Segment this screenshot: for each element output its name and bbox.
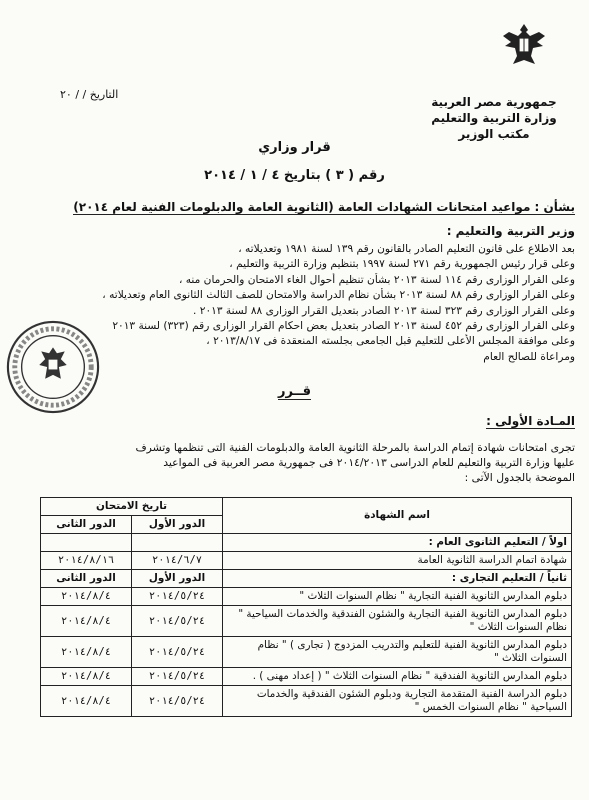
empty-cell <box>41 534 132 552</box>
col-header-exam-date: تاريخ الامتحان <box>41 498 223 516</box>
preamble-line: ومراعاة للصالح العام <box>483 350 575 363</box>
section-row <box>41 534 572 552</box>
decree-number: رقم ( ٣ ) بتاريخ ٤ / ١ / ٢٠١٤ <box>204 168 385 183</box>
intro-line: تجرى امتحانات شهادة إتمام الدراسة بالمرحلة الثانوية العامة والدبلومات الفنية التى تنظمها وتشرف <box>135 441 575 454</box>
first-round-date: ٢٠١٤/٥/٢٤ <box>132 606 223 637</box>
second-round-date: ٢٠١٤/٨/٤ <box>41 686 132 717</box>
table-row <box>41 686 572 717</box>
first-round-date: ٢٠١٤/٥/٢٤ <box>132 668 223 686</box>
first-round-date: ٢٠١٤/٥/٢٤ <box>132 637 223 668</box>
section-commercial-label: ثانياً / التعليم التجارى : <box>223 570 572 588</box>
preamble-line: وعلى قرار رئيس الجمهورية رقم ٢٧١ لسنة ١٩٩٧ بتنظيم وزارة التربية والتعليم ، <box>229 258 575 271</box>
second-round-date: ٢٠١٤/٨/٤ <box>41 606 132 637</box>
gov-line-ministry: وزارة التربية والتعليم <box>431 111 557 125</box>
table-row <box>41 668 572 686</box>
decides-word: قــرر <box>278 384 311 399</box>
preamble-line: وعلى موافقة المجلس الأعلى للتعليم قبل الجامعى بجلسته المنعقدة فى ٢٠١٣/٨/١٧ ، <box>206 335 575 348</box>
preamble-line: وعلى القرار الوزارى رقم ٤٥٢ لسنة ٢٠١٣ الصادر بتعديل بعض احكام القرار الوزارى رقم (٣٢٣) لسنة ٢٠١٣ <box>112 320 575 333</box>
ministry-header <box>409 94 579 142</box>
second-round-date: ٢٠١٤/٨/٤ <box>41 637 132 668</box>
col-header-certificate: اسم الشهادة <box>223 498 572 534</box>
sub-header-second-round: الدور الثانى <box>41 570 132 588</box>
section-general-label: اولاً / التعليم الثانوى العام : <box>223 534 572 552</box>
section-row <box>41 570 572 588</box>
minister-line: وزير التربية والتعليم : <box>446 224 575 238</box>
date-line: التاريخ / / ٢٠ <box>60 88 119 101</box>
certificate-name: دبلوم المدارس الثانوية الفنية التجارية والشئون الفندقية والخدمات السياحية " نظام السنوات الثلاث " <box>223 606 572 637</box>
intro-line: عليها وزارة التربية والتعليم للعام الدراسى ٢٠١٤/٢٠١٣ فى جمهورية مصر العربية فى المواعيد <box>163 456 575 469</box>
second-round-date: ٢٠١٤/٨/١٦ <box>41 552 132 570</box>
gov-line-country: جمهورية مصر العربية <box>431 95 557 109</box>
ministry-seal-stamp <box>4 318 102 416</box>
first-round-date: ٢٠١٤/٦/٧ <box>132 552 223 570</box>
table-row <box>41 606 572 637</box>
second-round-date: ٢٠١٤/٨/٤ <box>41 668 132 686</box>
col-header-second-round: الدور الثانى <box>41 516 132 534</box>
article-intro <box>15 440 575 485</box>
table-row <box>41 637 572 668</box>
certificate-name: دبلوم المدارس الثانوية الفنية للتعليم والتدريب المزدوج ( تجارى ) " نظام السنوات الثلاث " <box>223 637 572 668</box>
eagle-emblem-icon <box>499 20 549 70</box>
decree-title: قرار وزاري <box>258 140 331 155</box>
decree-decides <box>0 384 589 399</box>
preamble-line: وعلى القرار الوزارى رقم ١١٤ لسنة ٢٠١٣ بشأن تنظيم أحوال الغاء الامتحان والحرمان منه ، <box>178 273 575 286</box>
certificate-name: شهادة اتمام الدراسة الثانوية العامة <box>223 552 572 570</box>
certificate-name: دبلوم الدراسة الفنية المتقدمة التجارية ودبلوم الشئون الفندقية والخدمات السياحية " نظام السنوات الخمس " <box>223 686 572 717</box>
decree-subject <box>73 200 575 214</box>
second-round-date: ٢٠١٤/٨/٤ <box>41 588 132 606</box>
table-row <box>41 588 572 606</box>
article-one <box>486 414 575 428</box>
certificate-name: دبلوم المدارس الثانوية الفندقية " نظام السنوات الثلاث " ( إعداد مهنى ) . <box>223 668 572 686</box>
decree-subject-text: بشأن : مواعيد امتحانات الشهادات العامة (الثانوية العامة والدبلومات الفنية لعام ٢٠١٤) <box>73 200 575 214</box>
gov-line-office: مكتب الوزير <box>458 127 530 141</box>
preamble-line: وعلى القرار الوزارى رقم ٨٨ لسنة ٢٠١٣ بشأن نظام الدراسة والامتحان للصف الثالث الثانوى العام وتعديلاته ، <box>102 289 575 302</box>
intro-line: الموضحة بالجدول الآتى : <box>464 471 575 484</box>
preamble-line: بعد الاطلاع على قانون التعليم الصادر بالقانون رقم ١٣٩ لسنة ١٩٨١ وتعديلاته ، <box>238 243 575 255</box>
table-row <box>41 552 572 570</box>
first-round-date: ٢٠١٤/٥/٢٤ <box>132 588 223 606</box>
col-header-first-round: الدور الأول <box>132 516 223 534</box>
preamble-line: وعلى القرار الوزارى رقم ٣٢٣ لسنة ٢٠١٣ الصادر بتعديل القرار الوزارى ٨٨ لسنة ٢٠١٣ . <box>193 304 575 317</box>
sub-header-first-round: الدور الأول <box>132 570 223 588</box>
article-one-heading: المـادة الأولى : <box>486 414 575 428</box>
empty-cell <box>132 534 223 552</box>
first-round-date: ٢٠١٤/٥/٢٤ <box>132 686 223 717</box>
certificate-name: دبلوم المدارس الثانوية الفنية التجارية " نظام السنوات الثلاث " <box>223 588 572 606</box>
exam-schedule-table <box>40 497 572 717</box>
